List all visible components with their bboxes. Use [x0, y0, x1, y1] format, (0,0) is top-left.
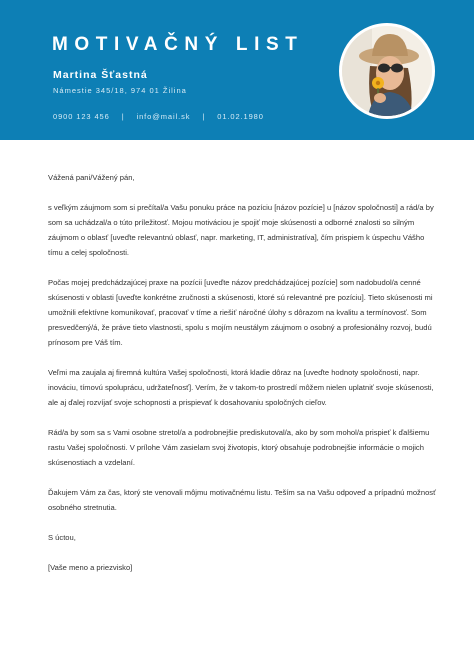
birth-date: 01.02.1980	[217, 112, 264, 121]
paragraph-company-culture: Veľmi ma zaujala aj firemná kultúra Vašej spoločnosti, ktorá kladie dôraz na [uveďte hodnoty spoločnosti, napr. inováciu, tímovú spoluprácu, udržateľnosť]. Verím, že v takom-to prostredí môžem nielen uplatniť svoje skúsenosti, ale aj ďalej rozvíjať svoje schopnosti a prispievať k dosahovaniu spoločných cieľov.	[48, 368, 434, 407]
applicant-address: Námestie 345/18, 974 01 Žilina	[53, 86, 187, 95]
profile-photo	[339, 23, 435, 119]
contact-line	[53, 112, 264, 121]
salutation: Vážená pani/Vážený pán,	[48, 173, 135, 182]
applicant-name: Martina Šťastná	[53, 69, 148, 81]
closing: S úctou,	[48, 533, 76, 542]
paragraph-thanks: Ďakujem Vám za čas, ktorý ste venovali môjmu motivačnému listu. Teším sa na Vašu odpoveď a prípadnú možnosť osobného stretnutia.	[48, 488, 436, 512]
header-banner	[0, 0, 474, 140]
separator: |	[121, 112, 125, 121]
signature: [Vaše meno a priezvisko]	[48, 563, 133, 572]
email-address: info@mail.sk	[136, 112, 191, 121]
separator: |	[202, 112, 206, 121]
paragraph-experience: Počas mojej predchádzajúcej praxe na pozícii [uveďte názov predchádzajúcej pozície] som nadobudol/a cenné skúsenosti v oblasti [uveďte konkrétne zručnosti a skúsenosti, ktoré sú relevantné pre pozíciu]. Tieto skúsenosti mi umožnili efektívne komunikovať, pracovať v tíme a riešiť náročné úlohy s dôrazom na kvalitu a termínovosť. Som presvedčený/á, že práve tieto vlastnosti, spolu s mojím neustálym záujmom o osobný a profesionálny rozvoj, budú prínosom pre Váš tím.	[48, 278, 433, 347]
portrait-image	[342, 26, 432, 116]
document-title: MOTIVAČNÝ LIST	[52, 34, 304, 55]
letter-body	[48, 170, 438, 590]
paragraph-intro: s veľkým záujmom som si prečítal/a Vašu ponuku práce na pozíciu [názov pozície] u [názov spoločnosti] a rád/a by som sa uchádzal/a o túto príležitosť. Mojou motiváciou je spojiť moje skúsenosti a odborné znalosti so silným záujmom o oblasť [uveďte relevantnú oblasť, napr. marketing, IT, administratíva], čím prispiem k úspechu Vášho tímu a celej spoločnosti.	[48, 203, 434, 257]
phone-number: 0900 123 456	[53, 112, 110, 121]
paragraph-meeting: Rád/a by som sa s Vami osobne stretol/a a podrobnejšie prediskutoval/a, ako by som mohol/a prispieť k ďalšiemu rastu Vašej spoločnosti. V prílohe Vám zasielam svoj životopis, ktorý obsahuje podrobnejšie informácie o mojich skúsenostiach a vzdelaní.	[48, 428, 430, 467]
